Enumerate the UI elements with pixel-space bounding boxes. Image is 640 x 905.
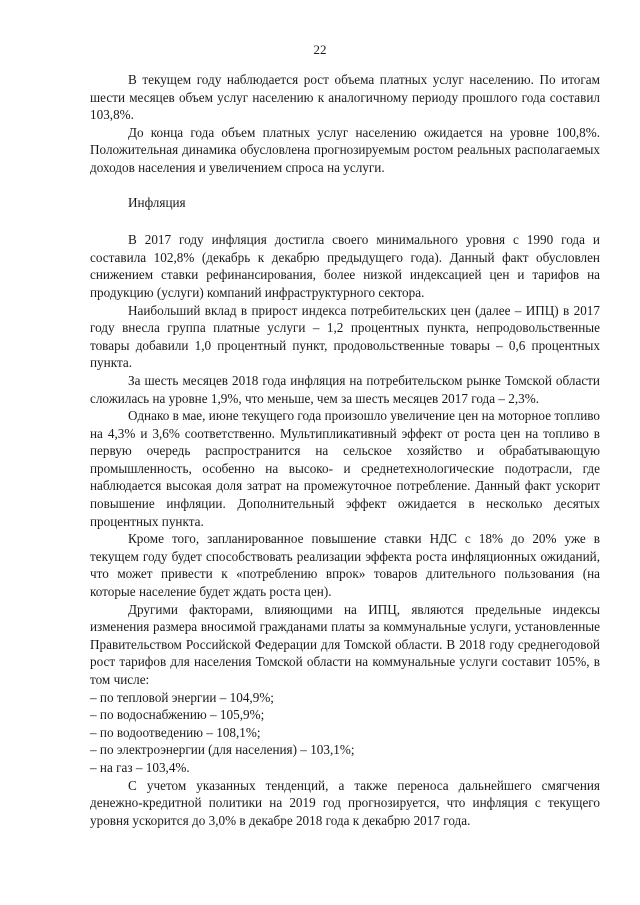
paragraph-paid-services-forecast: До конца года объем платных услуг населению ожидается на уровне 100,8%. Положительная динамика обусловлена прогнозируемым ростом реальных располагаемых доходов населения и увеличением спроса на услуги.: [90, 124, 600, 175]
list-item: – на газ – 103,4%.: [90, 759, 190, 775]
list-item: – по тепловой энергии – 104,9%;: [90, 689, 274, 705]
list-item: – по водоотведению – 108,1%;: [90, 724, 261, 740]
paragraph-utility-tariffs: Другими факторами, влияющими на ИПЦ, являются предельные индексы изменения размера вносимой гражданами платы за коммунальные услуги, установленные Правительством Российской Федерации для Томской области. В 2018 году среднегодовой рост тарифов для населения Томской области на коммунальные услуги составит 105%, в том числе:: [90, 601, 600, 687]
paragraph-six-months-2018: За шесть месяцев 2018 года инфляция на потребительском рынке Томской области сложилась на уровне 1,9%, что меньше, чем за шесть месяцев 2017 года – 2,3%.: [90, 372, 600, 406]
paragraph-vat-increase: Кроме того, запланированное повышение ставки НДС с 18% до 20% уже в текущем году будет способствовать реализации эффекта роста инфляционных ожиданий, что может привести к «потреблению впрок» товаров длительного пользования (на которые население будет ждать роста цен).: [90, 531, 600, 600]
tariff-list: [90, 689, 600, 777]
list-item: – по водоснабжению – 105,9%;: [90, 707, 265, 723]
list-item: – по электроэнергии (для населения) – 103,1%;: [90, 742, 355, 758]
paragraph-cpi-contribution: Наибольший вклад в прирост индекса потребительских цен (далее – ИПЦ) в 2017 году внесла группа платные услуги – 1,2 процентных пункта, непродовольственные товары добавили 1,0 процентный пункт, продовольственные товары – 0,6 процентных пункта.: [90, 302, 600, 371]
paragraph-fuel-prices: Однако в мае, июне текущего года произошло увеличение цен на моторное топливо на 4,3% и 3,6% соответственно. Мультипликативный эффект от роста цен на топливо в первую очередь распространится на сельское хозяйство и обрабатывающую промышленность, особенно на высоко- и среднетехнологические подотрасли, где наблюдается высокая доля затрат на промежуточное потребление. Данный факт ускорит повышение инфляции. Дополнительный эффект ожидается в несколько десятых процентных пункта.: [90, 408, 600, 529]
paragraph-inflation-forecast: С учетом указанных тенденций, а также переноса дальнейшего смягчения денежно-кредитной политики на 2019 год прогнозируется, что инфляция с текущего уровня ускорится до 3,0% в декабре 2018 года к декабрю 2017 года.: [90, 777, 600, 828]
paragraph-paid-services-growth: В текущем году наблюдается рост объема платных услуг населению. По итогам шести месяцев объем услуг населению к аналогичному периоду прошлого года составил 103,8%.: [90, 72, 600, 123]
document-body: [90, 71, 600, 829]
paragraph-inflation-2017: В 2017 году инфляция достигла своего минимального уровня с 1990 года и составила 102,8% (декабрь к декабрю предыдущего года). Данный факт обусловлен снижением ставки рефинансирования, более низкой индексацией цен и тарифов на продукцию (услуги) компаний инфраструктурного сектора.: [90, 232, 600, 300]
section-heading-inflation: Инфляция: [128, 194, 186, 210]
page-number: 22: [313, 42, 327, 57]
